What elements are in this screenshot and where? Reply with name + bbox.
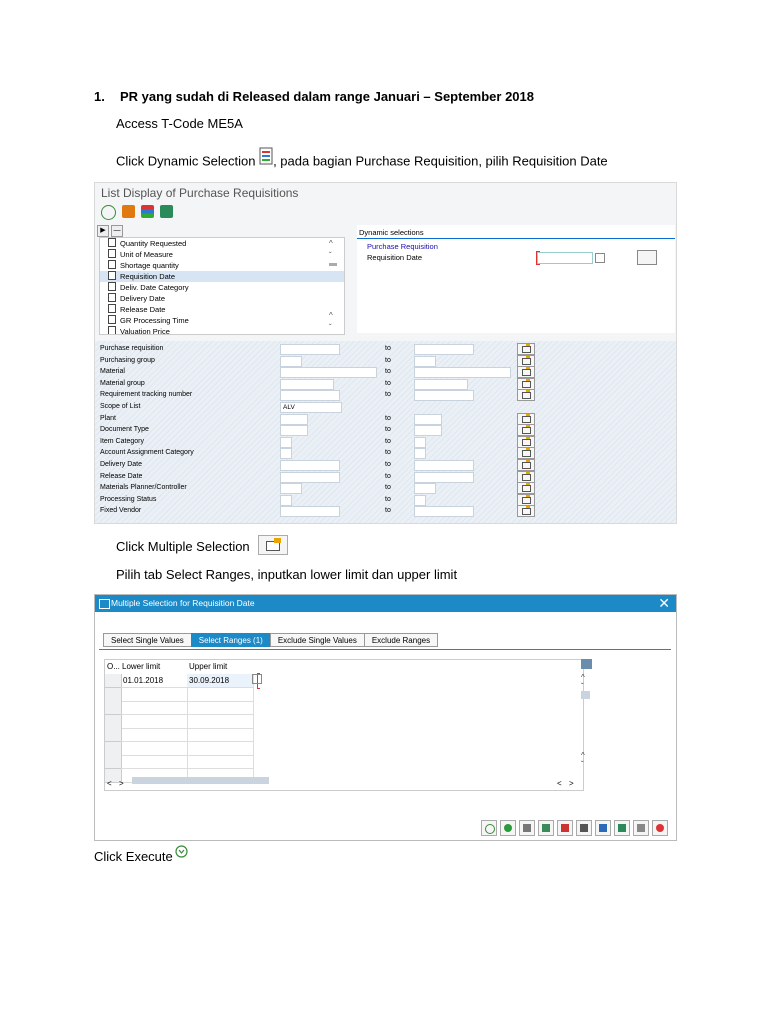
field-input-low[interactable]: [280, 437, 292, 448]
form-row: [95, 447, 676, 458]
document-icon: [108, 282, 116, 291]
form-row: [95, 471, 676, 482]
lower-limit-cell[interactable]: [121, 715, 188, 729]
field-tree[interactable]: [99, 237, 345, 335]
tree-item-label: GR Processing Time: [120, 316, 189, 325]
field-input-low[interactable]: [280, 425, 308, 436]
field-input-high[interactable]: [414, 448, 426, 459]
field-input-low[interactable]: [280, 483, 302, 494]
field-input-high[interactable]: [414, 390, 474, 401]
delete-all-icon[interactable]: [576, 820, 592, 836]
multiple-selection-icon[interactable]: [517, 471, 535, 483]
field-input-low[interactable]: [280, 414, 308, 425]
tree-item-label: Unit of Measure: [120, 250, 173, 259]
form-row: [95, 482, 676, 493]
field-input-low[interactable]: [280, 390, 340, 401]
document-icon: [108, 326, 116, 335]
delete-line-icon[interactable]: [557, 820, 573, 836]
field-input-low[interactable]: [280, 448, 292, 459]
to-label: to: [385, 495, 391, 503]
me5a-screenshot: [94, 182, 677, 524]
upper-limit-cell[interactable]: [187, 715, 254, 729]
upload-clipboard-icon[interactable]: [633, 820, 649, 836]
tree-item[interactable]: [100, 282, 344, 293]
check-icon[interactable]: [500, 820, 516, 836]
field-input-high[interactable]: [414, 379, 468, 390]
lower-limit-cell[interactable]: 01.01.2018: [121, 674, 188, 688]
dialog-button-bar: [481, 820, 668, 836]
document-icon: [108, 315, 116, 324]
document-icon: [108, 304, 116, 313]
import-icon[interactable]: [614, 820, 630, 836]
lower-limit-cell[interactable]: [121, 742, 188, 756]
tab-1[interactable]: Select Ranges (1): [191, 633, 270, 647]
dialog-tabs: [103, 633, 438, 647]
upper-limit-cell[interactable]: [187, 755, 254, 769]
select-options-icon[interactable]: [519, 820, 535, 836]
multiple-selection-icon[interactable]: [517, 366, 535, 378]
to-label: to: [385, 379, 391, 387]
tree-item-label: Deliv. Date Category: [120, 283, 189, 292]
dynamic-selections-title: Dynamic selections: [359, 228, 424, 237]
to-label: to: [385, 484, 391, 492]
field-label: Document Type: [100, 426, 149, 434]
form-row: [95, 343, 676, 354]
multiple-selection-icon[interactable]: [517, 413, 535, 425]
multiple-selection-icon[interactable]: [517, 436, 535, 448]
field-input-low[interactable]: [280, 472, 340, 483]
field-input-low[interactable]: [280, 356, 302, 367]
dynamic-group-label: Purchase Requisition: [367, 242, 438, 251]
help-icon[interactable]: [595, 820, 611, 836]
field-label: Purchase requisition: [100, 345, 164, 352]
document-icon: [108, 238, 116, 247]
field-input-low[interactable]: [280, 506, 340, 517]
tree-item[interactable]: [100, 260, 344, 271]
lower-limit-cell[interactable]: [121, 701, 188, 715]
field-label: Material group: [100, 379, 145, 387]
field-label: Account Assignment Category: [100, 449, 194, 457]
field-input-high[interactable]: [414, 437, 426, 448]
multiple-selection-icon[interactable]: [517, 378, 535, 390]
dialog-icon: [99, 599, 110, 609]
form-row: [95, 413, 676, 424]
cancel-icon[interactable]: [652, 820, 668, 836]
nav-left-icon[interactable]: <: [107, 779, 112, 788]
field-input-low[interactable]: [280, 344, 340, 355]
col-lower-header[interactable]: Lower limit: [122, 662, 161, 671]
expand-icon[interactable]: ▶: [97, 225, 109, 237]
tree-item[interactable]: [100, 326, 344, 335]
upper-limit-cell[interactable]: [187, 742, 254, 756]
horizontal-scrollbar[interactable]: [132, 777, 269, 784]
multiple-selection-button[interactable]: [637, 250, 657, 265]
field-label: Processing Status: [100, 495, 157, 503]
field-input-high[interactable]: [414, 356, 436, 367]
col-upper-header[interactable]: Upper limit: [189, 662, 228, 671]
field-label: Materials Planner/Controller: [100, 484, 187, 492]
step-number: 1.: [94, 89, 105, 104]
upper-limit-cell[interactable]: [187, 701, 254, 715]
field-input-high[interactable]: [414, 367, 511, 378]
field-label: Fixed Vendor: [100, 507, 142, 515]
form-row: [95, 378, 676, 389]
row-selector[interactable]: [105, 688, 122, 702]
tree-item[interactable]: [100, 304, 344, 315]
field-label: Item Category: [100, 437, 144, 445]
tree-item-label: Valuation Price: [120, 327, 170, 335]
nav-right-icon-2[interactable]: >: [569, 779, 574, 788]
row-selector[interactable]: [105, 742, 122, 756]
tree-item[interactable]: [100, 315, 344, 326]
nav-right-icon[interactable]: >: [119, 779, 124, 788]
multiple-selection-dialog: [94, 594, 677, 841]
dynamic-selection-icon[interactable]: [141, 205, 154, 218]
step-title: PR yang sudah di Released dalam range Januari – September 2018: [120, 89, 535, 104]
multiple-selection-icon[interactable]: [517, 447, 535, 459]
tree-item[interactable]: [100, 271, 344, 282]
field-input-high[interactable]: [414, 414, 442, 425]
variant-icon[interactable]: [122, 205, 135, 218]
field-label: Requirement tracking number: [100, 391, 193, 399]
to-label: to: [385, 356, 391, 364]
tab-3[interactable]: Exclude Ranges: [364, 633, 438, 647]
document-icon: [108, 293, 116, 302]
row-selector[interactable]: [105, 728, 122, 742]
screen-title: List Display of Purchase Requisitions: [101, 186, 299, 200]
multiple-selection-icon[interactable]: [517, 505, 535, 517]
field-label: Scope of List: [100, 403, 141, 410]
form-row: [95, 401, 676, 412]
to-label: to: [385, 426, 391, 434]
upper-limit-cell[interactable]: [187, 688, 254, 702]
field-input-high[interactable]: [414, 495, 426, 506]
nav-left-icon-2[interactable]: <: [557, 779, 562, 788]
field-input-high[interactable]: [414, 506, 474, 517]
field-input-low[interactable]: [280, 367, 377, 378]
form-row: [95, 424, 676, 435]
lower-limit-cell[interactable]: [121, 755, 188, 769]
tree-item-label: Requisition Date: [120, 272, 176, 281]
tab-0[interactable]: Select Single Values: [103, 633, 191, 647]
row-selector[interactable]: [105, 701, 122, 715]
field-label: Plant: [100, 414, 116, 422]
upper-limit-cell[interactable]: [187, 728, 254, 742]
program-info-icon[interactable]: [160, 205, 173, 218]
tree-item-label: Delivery Date: [120, 294, 166, 303]
dynamic-selection-icon: [259, 147, 273, 165]
dialog-title-bar: [95, 595, 676, 612]
field-input-low[interactable]: [280, 495, 292, 506]
delete-icon[interactable]: —: [111, 225, 123, 237]
requisition-date-label: Requisition Date: [367, 253, 423, 262]
form-row: [95, 459, 676, 470]
dialog-title: Multiple Selection for Requisition Date: [111, 598, 255, 608]
to-label: to: [385, 507, 391, 515]
field-label: Release Date: [100, 472, 143, 480]
dynamic-selection-text-a: Click Dynamic Selection: [116, 153, 256, 169]
dynamic-selections-panel: [357, 225, 675, 333]
tree-item-label: Shortage quantity: [120, 261, 179, 270]
lower-limit-cell[interactable]: [121, 728, 188, 742]
dynamic-selection-text-b: , pada bagian Purchase Requisition, pilih Requisition Date: [273, 153, 608, 169]
field-input-high[interactable]: [414, 472, 474, 483]
toolbar: [101, 205, 173, 221]
to-label: to: [385, 414, 391, 422]
to-label: to: [385, 437, 391, 445]
document-icon: [108, 260, 116, 269]
to-label: to: [385, 472, 391, 480]
to-label: to: [385, 461, 391, 468]
row-selector[interactable]: [105, 715, 122, 729]
lower-limit-cell[interactable]: [121, 688, 188, 702]
field-label: Purchasing group: [100, 356, 155, 364]
close-icon[interactable]: ✕: [658, 595, 670, 611]
document-icon: [108, 249, 116, 258]
multiple-selection-icon: [258, 535, 288, 555]
field-input-low[interactable]: ALV: [280, 402, 342, 413]
requisition-date-input[interactable]: [537, 252, 593, 264]
col-option-header[interactable]: O...: [107, 662, 120, 671]
multiple-selection-icon[interactable]: [517, 459, 535, 471]
field-input-high[interactable]: [414, 344, 474, 355]
field-input-low[interactable]: [280, 379, 334, 390]
tree-item-label: Release Date: [120, 305, 166, 314]
execute-icon[interactable]: [101, 205, 116, 220]
select-ranges-instruction: Pilih tab Select Ranges, inputkan lower limit dan upper limit: [116, 567, 458, 582]
access-tcode-text: Access T-Code ME5A: [116, 116, 243, 131]
tree-item[interactable]: [100, 238, 344, 249]
tree-item[interactable]: [100, 249, 344, 260]
form-row: [95, 436, 676, 447]
to-label: to: [385, 368, 391, 376]
table-settings-icon[interactable]: [581, 659, 592, 669]
vertical-scroll-icons[interactable]: ^ ˇ ^ ˇ: [581, 659, 593, 769]
value-help-icon[interactable]: [595, 253, 605, 263]
insert-line-icon[interactable]: [538, 820, 554, 836]
field-label: Material: [100, 368, 125, 376]
to-label: to: [385, 345, 391, 352]
execute-icon[interactable]: [481, 820, 497, 836]
tree-item-label: Quantity Requested: [120, 239, 187, 248]
form-row: [95, 389, 676, 400]
tree-toolbar: [97, 225, 347, 235]
click-multiple-text: Click Multiple Selection: [116, 539, 250, 554]
multiple-selection-icon[interactable]: [517, 482, 535, 494]
row-selector[interactable]: [105, 755, 122, 769]
multiple-selection-icon[interactable]: [517, 494, 535, 506]
field-input-high[interactable]: [414, 483, 436, 494]
field-input-high[interactable]: [414, 460, 474, 471]
tab-2[interactable]: Exclude Single Values: [270, 633, 364, 647]
to-label: to: [385, 449, 391, 457]
to-label: to: [385, 391, 391, 399]
form-row: [95, 494, 676, 505]
execute-icon: [175, 845, 188, 858]
multiple-selection-icon[interactable]: [517, 355, 535, 367]
field-label: Delivery Date: [100, 461, 143, 468]
click-execute-text: Click Execute: [94, 849, 173, 864]
upper-limit-cell[interactable]: 30.09.2018: [187, 674, 254, 688]
form-row: [95, 505, 676, 516]
selection-form: [95, 341, 676, 523]
field-input-low[interactable]: [280, 460, 340, 471]
form-row: [95, 366, 676, 377]
multiple-selection-icon[interactable]: [517, 424, 535, 436]
tree-scrollbar[interactable]: ^ ˇ ^ ˇ: [329, 239, 339, 333]
form-row: [95, 355, 676, 366]
ranges-table: [104, 659, 584, 791]
dynamic-selection-instruction: [116, 153, 608, 171]
row-selector[interactable]: [105, 674, 122, 688]
multiple-selection-icon[interactable]: [517, 389, 535, 401]
value-help-icon[interactable]: [252, 674, 262, 684]
tree-item[interactable]: [100, 293, 344, 304]
document-icon: [108, 271, 116, 280]
multiple-selection-icon[interactable]: [517, 343, 535, 355]
field-input-high[interactable]: [414, 425, 442, 436]
